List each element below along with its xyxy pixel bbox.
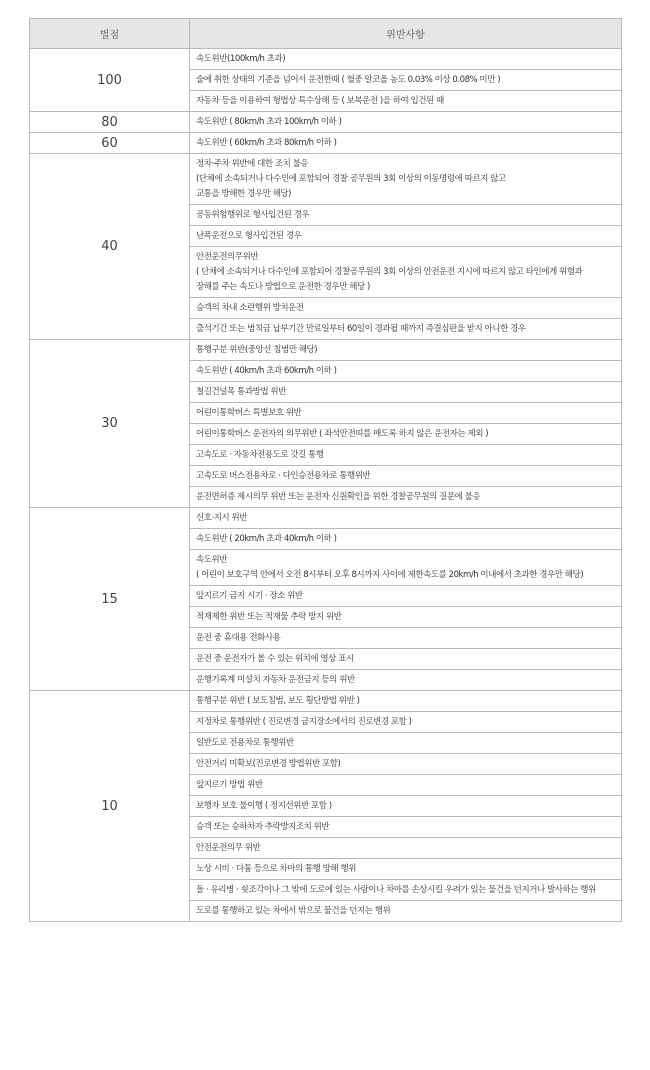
table-header-row (30, 19, 622, 49)
violation-cell: 승객의 차내 소란행위 방치운전 (190, 298, 622, 319)
table-row (30, 133, 622, 154)
violation-cell: 속도위반 ( 60km/h 초과 80km/h 이하 ) (190, 133, 622, 154)
violation-cell: 노상 시비 · 다툼 등으로 차마의 통행 방해 행위 (190, 859, 622, 880)
violation-cell: 앞지르기 방법 위반 (190, 775, 622, 796)
violation-cell: 통행구분 위반(중앙선 침범만 해당) (190, 340, 622, 361)
violation-cell: 어린이통학버스 특별보호 위반 (190, 403, 622, 424)
violation-cell: 운전 중 운전자가 볼 수 있는 위치에 영상 표시 (190, 649, 622, 670)
violation-cell: 고속도로 · 자동차전용도로 갓길 통행 (190, 445, 622, 466)
violation-cell: 운전면허증 제시의무 위반 또는 운전자 신원확인을 위한 경찰공무원의 질문에 불응 (190, 487, 622, 508)
violation-cell: 적재제한 위반 또는 적재물 추락 방지 위반 (190, 607, 622, 628)
penalty-points-cell: 40 (30, 154, 190, 340)
points-column-header: 벌점 (30, 19, 190, 49)
violation-cell: 승객 또는 승하차자 추락방지조치 위반 (190, 817, 622, 838)
violation-cell: 앞지르기 금지 시기 · 장소 위반 (190, 586, 622, 607)
violation-column-header: 위반사항 (190, 19, 622, 49)
violation-cell: 술에 취한 상태의 기준을 넘어서 운전한때 ( 혈중 알코올 농도 0.03% 이상 0.08% 미만 ) (190, 70, 622, 91)
violation-cell: 신호·지시 위반 (190, 508, 622, 529)
violation-cell: 보행자 보호 불이행 ( 정지선위반 포함 ) (190, 796, 622, 817)
table-row (30, 508, 622, 529)
penalty-points-cell: 10 (30, 691, 190, 922)
violation-cell: 도로를 통행하고 있는 차에서 밖으로 물건을 던지는 행위 (190, 901, 622, 922)
penalty-points-cell: 100 (30, 49, 190, 112)
violation-cell: 안전운전의무 위반 (190, 838, 622, 859)
violation-cell: 속도위반 ( 80km/h 초과 100km/h 이하 ) (190, 112, 622, 133)
table-body (30, 49, 622, 922)
violation-cell: 철길건널목 통과방법 위반 (190, 382, 622, 403)
violation-cell: 속도위반 ( 40km/h 초과 60km/h 이하 ) (190, 361, 622, 382)
violation-cell: 운행기록계 미설치 자동차 운전금지 등의 위반 (190, 670, 622, 691)
table-row (30, 340, 622, 361)
violation-cell: 안전거리 미확보(진로변경 방법위반 포함) (190, 754, 622, 775)
penalty-points-cell: 80 (30, 112, 190, 133)
violation-cell: 돌 · 유리병 · 쇳조각이나 그 밖에 도로에 있는 사람이나 차마를 손상시킬 우려가 있는 물건을 던지거나 발사하는 행위 (190, 880, 622, 901)
violation-cell: 출석기간 또는 범칙금 납부기간 만료일부터 60일이 경과될 때까지 즉결심판을 받지 아니한 경우 (190, 319, 622, 340)
violation-cell: 공동위험행위로 형사입건된 경우 (190, 205, 622, 226)
violation-cell: 속도위반 ( 어린이 보호구역 안에서 오전 8시부터 오후 8시까지 사이에 제한속도를 20km/h 이내에서 초과한 경우만 해당) (190, 550, 622, 586)
penalty-points-cell: 15 (30, 508, 190, 691)
penalty-points-cell: 30 (30, 340, 190, 508)
violation-cell: 운전 중 휴대용 전화사용 (190, 628, 622, 649)
penalty-points-table (29, 18, 622, 922)
table-row (30, 154, 622, 205)
violation-cell: 통행구분 위반 ( 보도침범, 보도 횡단방법 위반 ) (190, 691, 622, 712)
violation-cell: 정차·주차 위반에 대한 조치 불응 (단체에 소속되거나 다수인에 포함되어 경찰 공무원의 3회 이상의 이동명령에 따르지 않고 교통을 방해한 경우만 해당) (190, 154, 622, 205)
violation-cell: 난폭운전으로 형사입건된 경우 (190, 226, 622, 247)
violation-cell: 속도위반 ( 20km/h 초과 40km/h 이하 ) (190, 529, 622, 550)
violation-cell: 어린이통학버스 운전자의 의무위반 ( 좌석안전띠를 매도록 하지 않은 운전자는 제외 ) (190, 424, 622, 445)
table-row (30, 49, 622, 70)
table-row (30, 691, 622, 712)
violation-cell: 속도위반(100km/h 초과) (190, 49, 622, 70)
violation-cell: 고속도로 버스전용차로 · 다인승전용차로 통행위반 (190, 466, 622, 487)
violation-cell: 지정차로 통행위반 ( 진로변경 금지장소에서의 진로변경 포함 ) (190, 712, 622, 733)
violation-cell: 자동차 등을 이용하여 형법상 특수상해 등 ( 보복운전 )을 하여 입건된 때 (190, 91, 622, 112)
violation-cell: 일반도로 전용차로 통행위반 (190, 733, 622, 754)
violation-cell: 안전운전의무위반 ( 단체에 소속되거나 다수인에 포함되어 경찰공무원의 3회 이상의 안전운전 지시에 따르지 않고 타인에게 위험과 장해를 주는 속도나 방법으로 운전한 경우만 해당 ) (190, 247, 622, 298)
table-row (30, 112, 622, 133)
penalty-points-cell: 60 (30, 133, 190, 154)
